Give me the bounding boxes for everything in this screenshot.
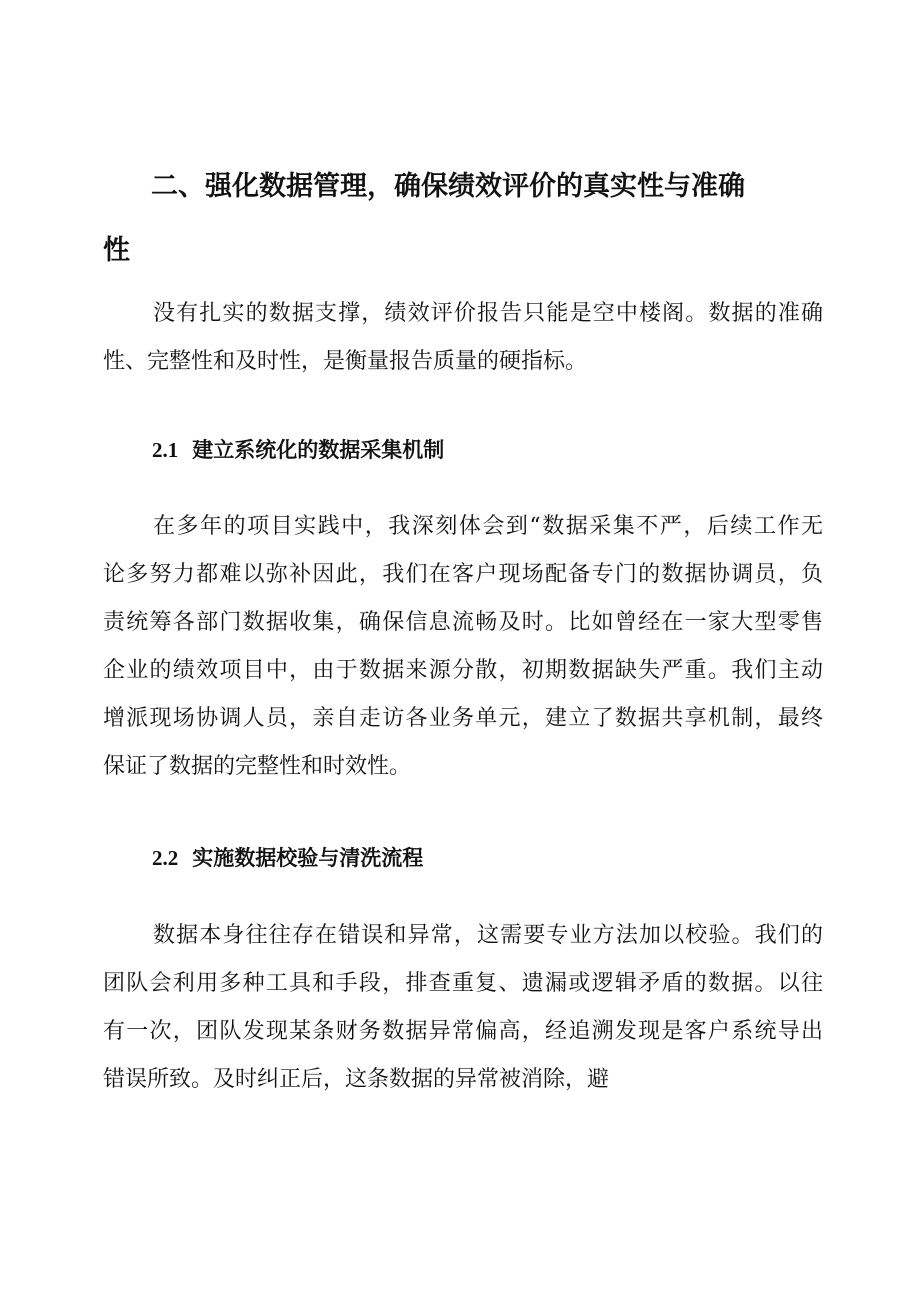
subsection-2-paragraph — [103, 912, 823, 1104]
subsection-1-number: 2.1 — [152, 438, 179, 462]
paragraph-line: 数据本身往往存在错误和异常，这需要专业方法加以校验。我们的 — [153, 923, 823, 948]
section-heading-line-2: 性 — [103, 235, 130, 266]
subsection-2-heading — [152, 842, 423, 872]
paragraph-line: 有一次，团队发现某条财务数据异常偏高，经追溯发现是客户系统导出 — [103, 1019, 823, 1044]
intro-paragraph — [103, 290, 823, 386]
paragraph-line: 性、完整性和及时性，是衡量报告质量的硬指标。 — [103, 349, 588, 374]
subsection-1-heading — [152, 434, 444, 464]
subsection-1-paragraph — [103, 503, 823, 791]
paragraph-line: 论多努力都难以弥补因此，我们在客户现场配备专门的数据协调员，负 — [103, 562, 823, 587]
paragraph-line: 保证了数据的完整性和时效性。 — [103, 754, 412, 779]
paragraph-line: 责统筹各部门数据收集，确保信息流畅及时。比如曾经在一家大型零售 — [103, 610, 823, 635]
paragraph-line: 错误所致。及时纠正后，这条数据的异常被消除，避 — [103, 1067, 610, 1092]
paragraph-line: 没有扎实的数据支撑，绩效评价报告只能是空中楼阁。数据的准确 — [153, 301, 823, 326]
paragraph-line: 企业的绩效项目中，由于数据来源分散，初期数据缺失严重。我们主动 — [103, 658, 823, 683]
subsection-2-title: 实施数据校验与清洗流程 — [192, 846, 424, 870]
section-heading-line-1: 二、强化数据管理，确保绩效评价的真实性与准确 — [151, 171, 745, 202]
paragraph-line: 在多年的项目实践中，我深刻体会到“数据采集不严，后续工作无 — [153, 514, 823, 539]
paragraph-line: 团队会利用多种工具和手段，排查重复、遗漏或逻辑矛盾的数据。以往 — [103, 971, 823, 996]
subsection-2-number: 2.2 — [152, 846, 179, 870]
paragraph-line: 增派现场协调人员，亲自走访各业务单元，建立了数据共享机制，最终 — [103, 706, 823, 731]
subsection-1-title: 建立系统化的数据采集机制 — [192, 438, 445, 462]
